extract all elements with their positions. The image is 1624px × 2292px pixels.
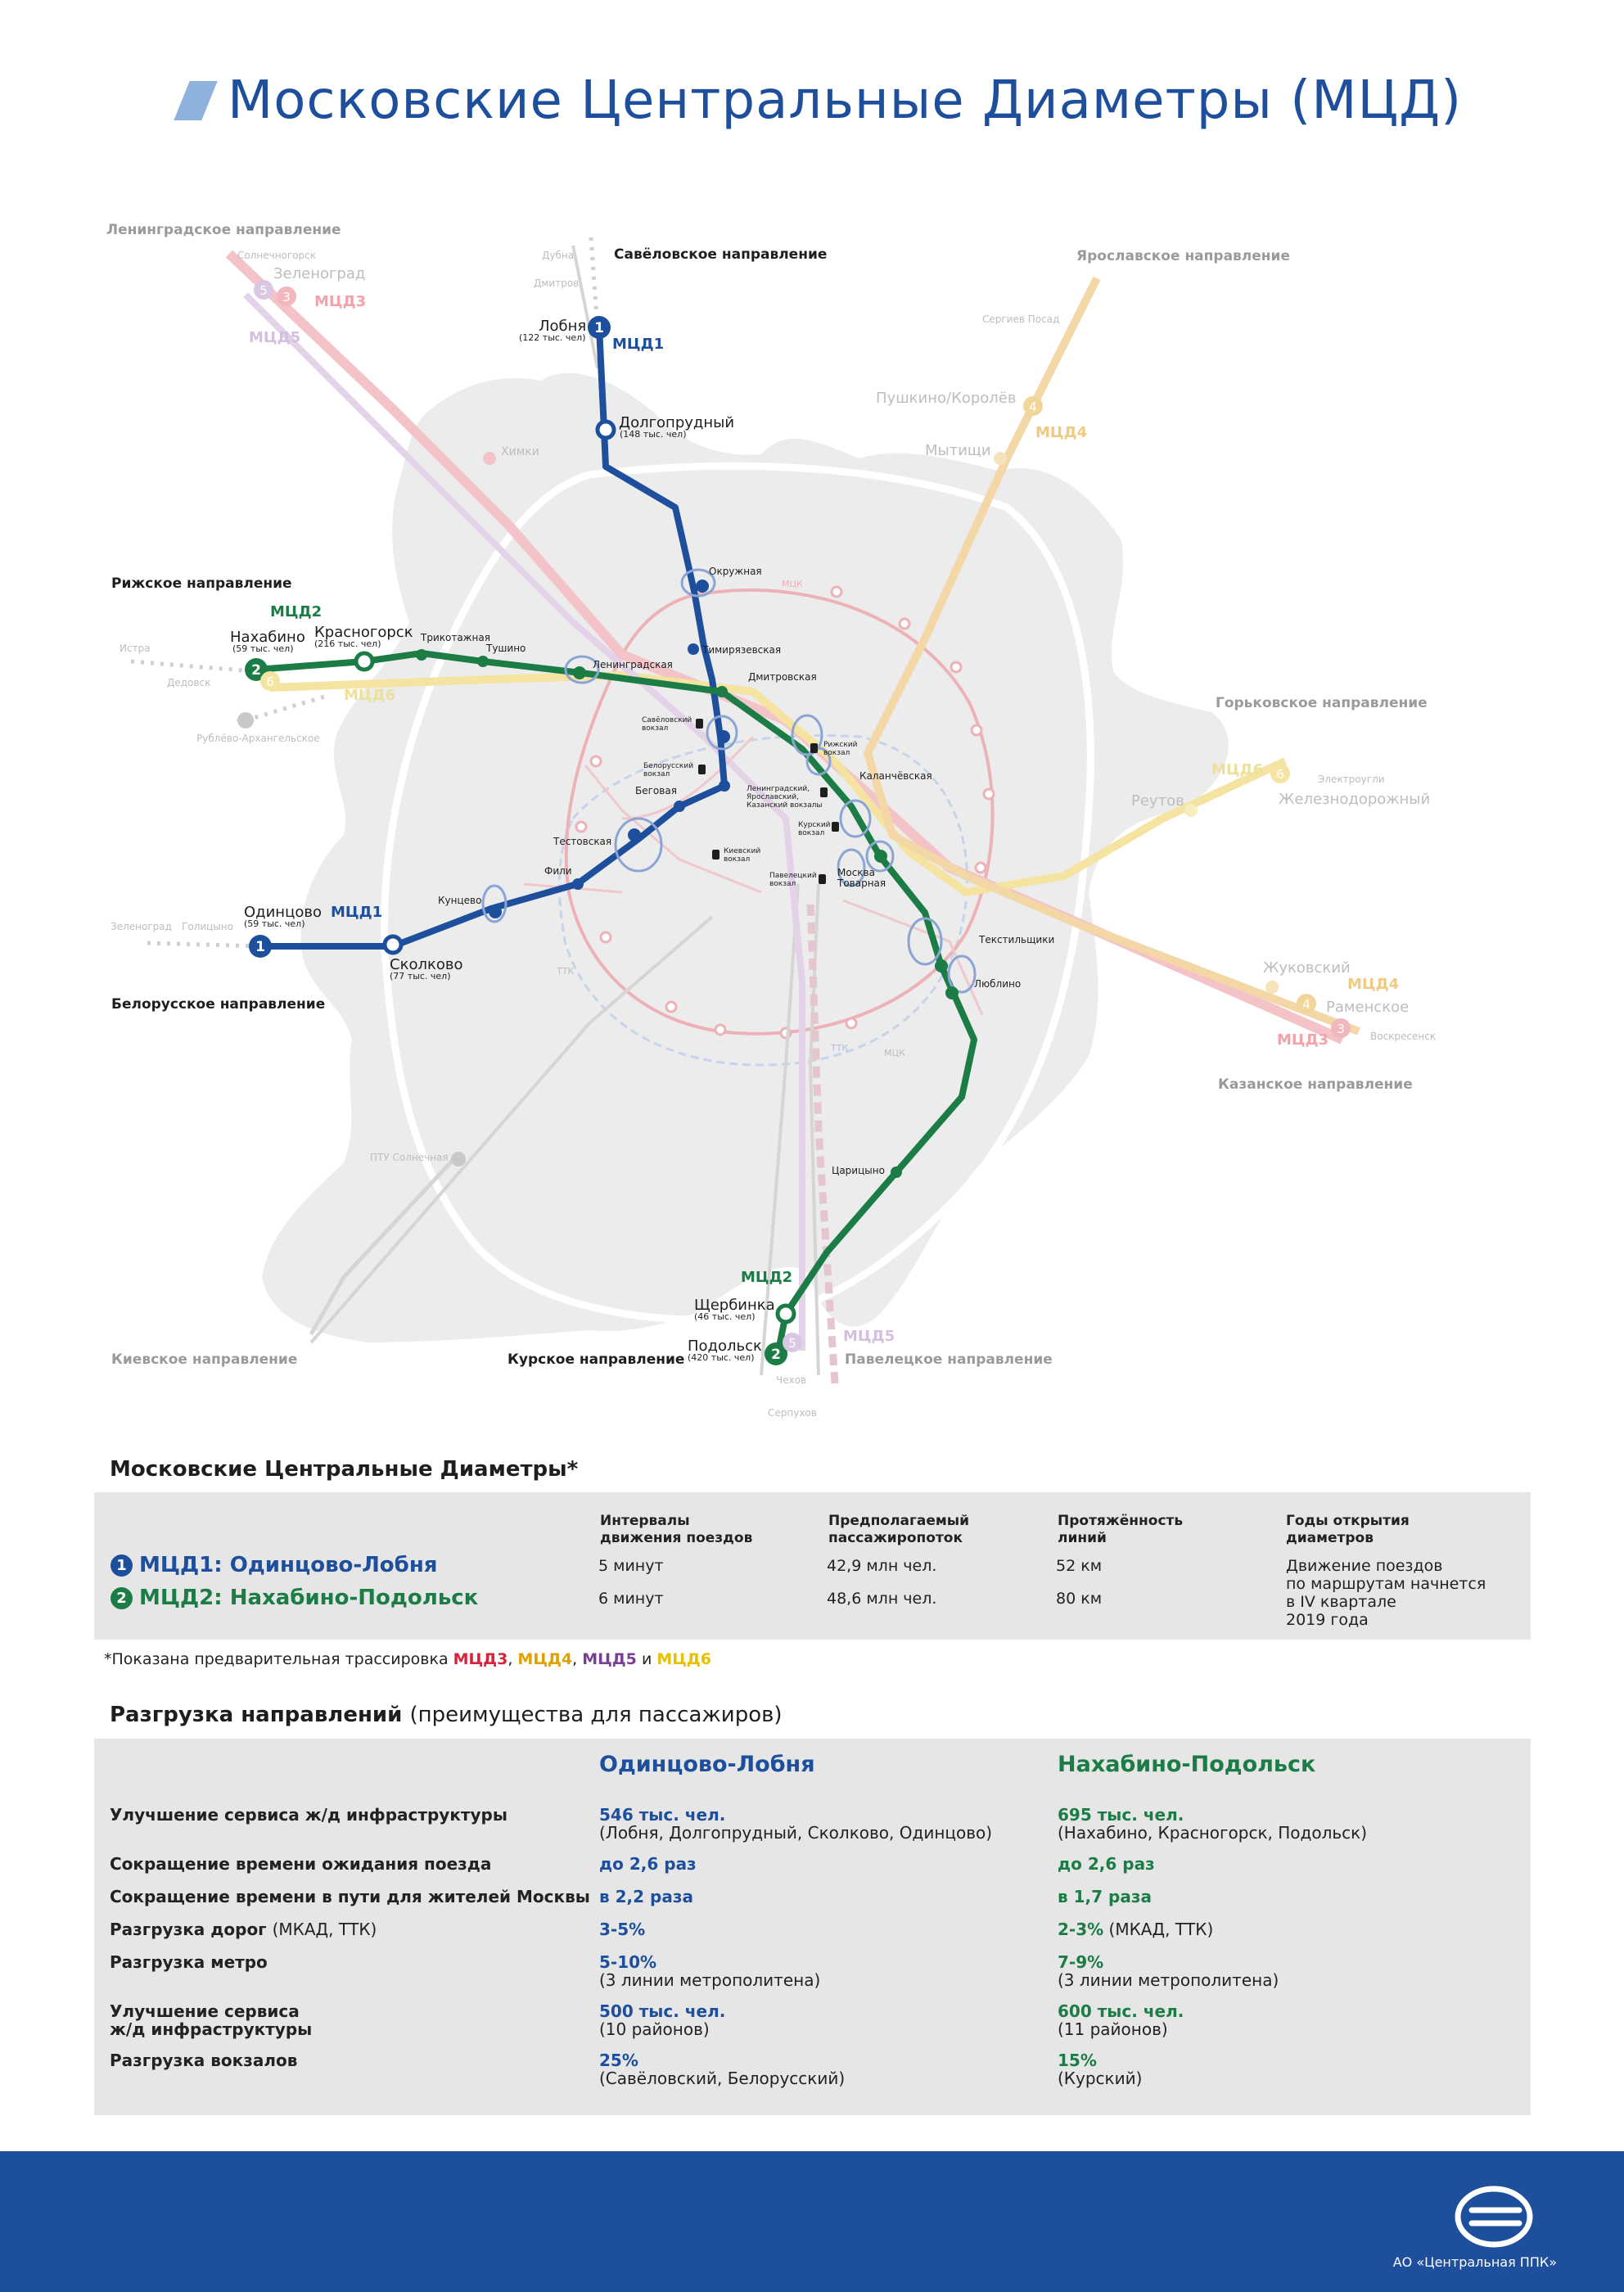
route-mcd2-name: МЦД2: Нахабино-Подольск: [139, 1586, 479, 1610]
terminus-shcherbinka: Щербинка: [694, 1297, 775, 1314]
terminus-podolsk-pop: (420 тыс. чел): [688, 1352, 755, 1363]
footer-band: [0, 2151, 1624, 2292]
terminus-odintsovo-pop: (59 тыс. чел): [244, 918, 305, 929]
terminus-nakhabino-pop: (59 тыс. чел): [232, 643, 294, 654]
route-mcd1: [111, 1553, 437, 1577]
future-istra: Истра: [120, 643, 151, 654]
station-savelovsky: Савёловский вокзал: [642, 716, 692, 733]
svg-text:1: 1: [594, 320, 604, 336]
terminus-dolgoprudny-pop: (148 тыс. чел): [620, 429, 687, 440]
future-chekhov: Чехов: [776, 1374, 807, 1386]
benefits-col-nakhabino: Нахабино-Подольск: [1058, 1752, 1316, 1777]
terminus-nakhabino: Нахабино: [230, 629, 305, 646]
station-okruzhnaya: Окружная: [709, 566, 762, 577]
terminus-skolkovo-pop: (77 тыс. чел): [390, 971, 451, 981]
benefit-row-value-2: в 1,7 раза: [1058, 1887, 1152, 1906]
terminus-odintsovo: Одинцово: [244, 904, 322, 921]
label-mcd3-top: МЦД3: [314, 293, 367, 310]
future-serpukhov: Серпухов: [768, 1407, 817, 1419]
terminus-lobnya: Лобня: [539, 318, 587, 335]
benefit-row-label: Сокращение времени в пути для жителей Москвы: [110, 1887, 590, 1906]
terminus-podolsk: Подольск: [688, 1338, 762, 1355]
future-rublevo: Рублёво-Архангельское: [196, 733, 320, 744]
svg-text:6: 6: [266, 675, 274, 689]
station-three-stations: Ленинградский, Ярославский, Казанский вокзалы: [747, 785, 823, 810]
station-tekstilshchiki: Текстильщики: [979, 934, 1055, 945]
future-voskresensk: Воскресенск: [1370, 1031, 1437, 1042]
benefit-row-label: Разгрузка дорог (МКАД, ТТК): [110, 1920, 377, 1939]
page-title: Московские Центральные Диаметры (МЦД): [228, 70, 1463, 131]
future-reutov: Реутов: [1131, 792, 1184, 810]
svg-text:6: 6: [1276, 767, 1284, 782]
terminus-shcherbinka-pop: (46 тыс. чел): [694, 1311, 756, 1322]
terminus-krasnogorsk: Красногорск: [314, 624, 413, 641]
benefit-row-value-2: 695 тыс. чел. (Нахабино, Красногорск, Подольск): [1058, 1805, 1368, 1843]
benefits-heading-bold: Разгрузка направлений: [110, 1703, 403, 1727]
svg-text:5: 5: [788, 1336, 796, 1351]
svg-text:2: 2: [771, 1347, 781, 1363]
dir-paveletsk: Павелецкое направление: [845, 1351, 1053, 1368]
ttk-label: ТТК: [831, 1043, 849, 1054]
station-kievsky: Киевский вокзал: [724, 847, 761, 864]
col-years-header: Годы открытия диаметров: [1286, 1513, 1410, 1546]
benefit-row-label: Разгрузка вокзалов: [110, 2051, 298, 2070]
benefit-row-value-1: 546 тыс. чел. (Лобня, Долгопрудный, Сколково, Одинцово): [599, 1805, 993, 1843]
station-kalanchevskaya: Каланчёвская: [859, 770, 932, 782]
benefit-row-value-2: 600 тыс. чел. (11 районов): [1058, 2001, 1184, 2039]
col-flow-header: Предполагаемый пассажиропоток: [828, 1513, 970, 1546]
route-mcd1-badge: 1: [111, 1554, 133, 1577]
station-moskva-tovarnaya: Москва Товарная: [837, 867, 886, 890]
station-trikotazhnaya: Трикотажная: [421, 632, 490, 643]
mck-label: МЦК: [782, 579, 803, 589]
station-lyublino: Люблино: [974, 978, 1022, 990]
label-mcd5-bottom: МЦД5: [843, 1328, 895, 1345]
future-zelenograd: Зеленоград: [273, 265, 366, 282]
benefit-row-value-1: 500 тыс. чел. (10 районов): [599, 2001, 726, 2039]
label-mcd1-left: МЦД1: [331, 904, 383, 921]
riga-rail: [131, 661, 254, 671]
mcd2-length: 80 км: [1056, 1590, 1103, 1608]
station-paveletsky: Павелецкий вокзал: [769, 872, 817, 888]
future-ttk-label: ТТК: [557, 966, 575, 977]
opening-info: Движение поездов по маршрутам начнется в IV квартале 2019 года: [1286, 1557, 1486, 1629]
dir-leningrad: Ленинградское направление: [106, 222, 341, 238]
station-begovaya: Беговая: [635, 785, 677, 796]
mcd2-interval: 6 минут: [598, 1590, 664, 1608]
label-mcd6-right: МЦД6: [1211, 761, 1264, 778]
future-ramenskoye: Раменское: [1326, 999, 1410, 1016]
company-name: АО «Центральная ППК»: [1392, 2254, 1557, 2270]
benefit-row-value-1: 25% (Савёловский, Белорусский): [599, 2051, 846, 2088]
benefit-row-label: Улучшение сервиса ж/д инфраструктуры: [110, 1805, 508, 1825]
station-rizhsky: Рижский вокзал: [823, 741, 858, 757]
benefit-row-value-1: до 2,6 раз: [599, 1854, 697, 1874]
label-mcd2-left: МЦД2: [270, 603, 323, 620]
benefits-heading-light: (преимущества для пассажиров): [409, 1703, 783, 1727]
benefit-row-label: Сокращение времени ожидания поезда: [110, 1854, 492, 1874]
svg-text:3: 3: [1337, 1022, 1345, 1036]
station-dmitrovskaya: Дмитровская: [748, 671, 817, 683]
benefit-row-value-1: в 2,2 раза: [599, 1887, 693, 1906]
terminus-lobnya-pop: (122 тыс. чел): [519, 332, 586, 343]
benefits-heading: [110, 1703, 783, 1727]
future-pushkino: Пушкино/Королёв: [876, 390, 1017, 407]
route-mcd1-name: МЦД1: Одинцово-Лобня: [139, 1553, 438, 1577]
label-mcd4-right: МЦД4: [1347, 976, 1400, 993]
footnote-mcd5: МЦД5: [582, 1650, 637, 1668]
col-length-header: Протяжённость линий: [1058, 1513, 1184, 1546]
station-tushino: Тушино: [486, 643, 526, 654]
benefit-row-value-2: 15% (Курский): [1058, 2051, 1143, 2088]
footnote-mcd6: МЦД6: [656, 1650, 712, 1668]
future-ptu: ПТУ Солнечная: [370, 1152, 449, 1163]
benefit-row-value-2: 7-9% (3 линии метрополитена): [1058, 1952, 1279, 1990]
future-zhukovsky: Жуковский: [1263, 959, 1351, 977]
station-kuntsevo: Кунцево: [438, 895, 482, 906]
future-mytishchi: Мытищи: [925, 442, 991, 459]
dir-kiev: Киевское направление: [111, 1351, 298, 1368]
benefit-row-label: Улучшение сервиса ж/д инфраструктуры: [110, 2001, 313, 2039]
diameters-heading: Московские Центральные Диаметры*: [110, 1457, 579, 1482]
label-mcd4-top: МЦД4: [1035, 424, 1088, 441]
svg-text:4: 4: [1302, 997, 1310, 1012]
future-khimki: Химки: [501, 445, 539, 458]
dir-yaroslavl: Ярославское направление: [1076, 248, 1290, 264]
benefit-row-value-1: 3-5%: [599, 1920, 646, 1939]
terminus-dolgoprudny: Долгопрудный: [619, 414, 735, 431]
mcd2-flow: 48,6 млн чел.: [827, 1590, 937, 1608]
benefit-row-value-2: до 2,6 раз: [1058, 1854, 1155, 1874]
footnote-and: и: [641, 1650, 652, 1668]
station-leningradskaya: Ленинградская: [593, 659, 673, 670]
future-dedovsk: Дедовск: [167, 677, 211, 688]
future-zheleznodorozhny: Железнодорожный: [1279, 791, 1431, 808]
dir-gorky: Горьковское направление: [1216, 695, 1428, 711]
future-sergiev-posad: Сергиев Посад: [982, 314, 1060, 325]
mcd1-flow: 42,9 млн чел.: [827, 1557, 937, 1575]
mcd1-interval: 5 минут: [598, 1557, 664, 1575]
dir-belarus: Белорусское направление: [111, 996, 326, 1013]
label-mcd5-top: МЦД5: [249, 329, 301, 346]
station-fili: Фили: [544, 865, 572, 877]
footnote-prefix: *Показана предварительная трассировка: [104, 1650, 449, 1668]
benefit-row-value-2: 2-3% (МКАД, ТТК): [1058, 1920, 1214, 1939]
svg-text:4: 4: [1029, 399, 1037, 414]
col-interval-header: Интервалы движения поездов: [600, 1513, 753, 1546]
future-dubna: Дубна: [542, 250, 575, 261]
dir-riga: Рижское направление: [111, 575, 292, 592]
company-logo-icon: [1449, 2181, 1539, 2251]
label-mcd2-bottom: МЦД2: [741, 1269, 793, 1286]
label-mcd3-right: МЦД3: [1277, 1031, 1329, 1049]
svg-text:2: 2: [251, 662, 261, 679]
route-mcd2-badge: 2: [111, 1587, 133, 1609]
future-elektrougli: Электроугли: [1318, 774, 1385, 785]
route-mcd2: [111, 1586, 478, 1610]
future-dmitrov: Дмитров: [534, 277, 580, 289]
savelovo-rail: [591, 237, 598, 327]
future-zelenograd2: Зеленоград: [111, 921, 172, 932]
svg-text:3: 3: [282, 290, 291, 305]
footnote-mcd3: МЦД3: [453, 1650, 508, 1668]
station-tsaritsyno: Царицыно: [832, 1165, 885, 1176]
station-testovskaya: Тестовская: [553, 836, 612, 847]
ptu-station: [451, 1152, 466, 1166]
benefits-col-odintsovo: Одинцово-Лобня: [599, 1752, 815, 1777]
label-mcd6-left: МЦД6: [344, 687, 396, 704]
future-solnechnogorsk: Солнечногорск: [237, 250, 317, 261]
label-mcd1-top: МЦД1: [612, 336, 665, 353]
dir-kursk: Курское направление: [508, 1351, 685, 1368]
station-belorussky: Белорусский вокзал: [643, 762, 694, 778]
footnote: *Показана предварительная трассировка МЦД3, МЦД4, МЦД5 и МЦД6: [104, 1650, 712, 1668]
svg-text:5: 5: [259, 283, 268, 298]
mcd1-length: 52 км: [1056, 1557, 1103, 1575]
dir-kazan: Казанское направление: [1218, 1076, 1413, 1093]
benefit-row-value-1: 5-10% (3 линии метрополитена): [599, 1952, 821, 1990]
diameters-panel: [94, 1492, 1531, 1640]
svg-text:1: 1: [255, 939, 265, 955]
footnote-mcd4: МЦД4: [517, 1650, 573, 1668]
station-timiryazevskaya: Тимирязевская: [702, 644, 782, 656]
rublevo-rail: [246, 696, 327, 720]
terminus-krasnogorsk-pop: (216 тыс. чел): [314, 638, 381, 649]
station-kursky: Курский вокзал: [798, 821, 831, 837]
terminus-skolkovo: Сколково: [390, 956, 463, 973]
future-mck-label: МЦК: [884, 1048, 905, 1058]
dir-savelovo: Савёловское направление: [614, 246, 828, 263]
future-golitsyno: Голицыно: [182, 921, 233, 932]
benefit-row-label: Разгрузка метро: [110, 1952, 268, 1972]
